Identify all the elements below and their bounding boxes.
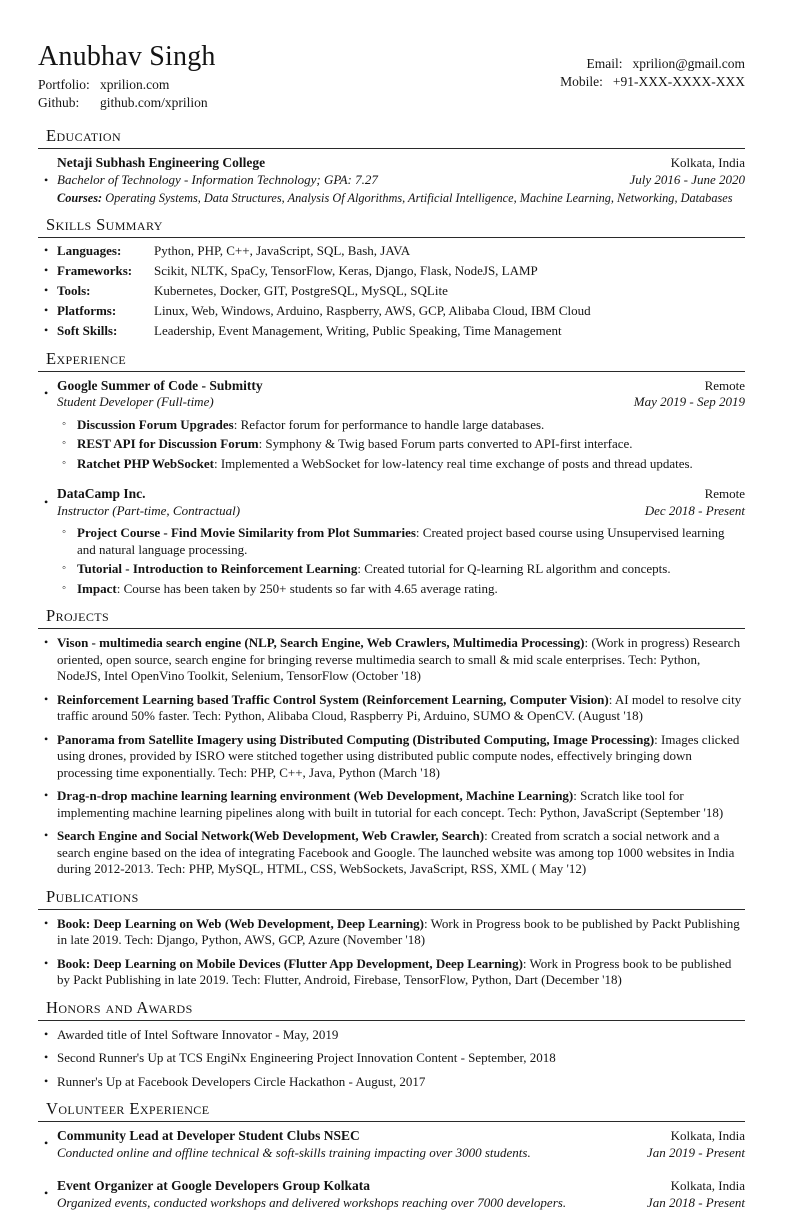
publication-desc: : Work in Progress book to be published by Packt Publishing in late 2019. Tech: Django, Python, AWS, GCP, Azure (November '18)	[57, 915, 740, 948]
volunteer-entry	[38, 1127, 745, 1161]
header	[38, 42, 745, 112]
circle-bullet-icon: ◦	[62, 417, 67, 430]
experience-bullet	[38, 581, 745, 598]
company-location: Remote	[704, 377, 745, 393]
bullet-desc: : Created tutorial for Q-learning RL algorithm and concepts.	[357, 561, 671, 577]
mobile-line	[560, 73, 745, 91]
mobile-label: Mobile:	[560, 73, 603, 89]
skill-value: Leadership, Event Management, Writing, Public Speaking, Time Management	[154, 323, 562, 339]
project-item	[38, 635, 745, 685]
section-publications	[38, 887, 745, 989]
skill-row-tools	[38, 283, 745, 300]
skill-label: Soft Skills:	[57, 323, 118, 339]
section-heading-publications	[38, 887, 745, 910]
project-desc: : Images clicked using drones, provided by ISRO were stitched together using distributed public compute nodes, effectively bringing down processing time exponentially. Tech: PHP, C++, Java, Python (March '18)	[57, 731, 740, 780]
honor-item	[38, 1050, 745, 1067]
bullet-icon: •	[44, 494, 49, 509]
skill-label: Tools:	[57, 283, 91, 299]
bullet-title: Impact	[77, 580, 117, 596]
experience-bullet	[38, 456, 745, 473]
volunteer-desc: Organized events, conducted workshops and delivered workshops reaching over 7000 developers.	[57, 1194, 567, 1210]
role-title: Instructor (Part-time, Contractual)	[57, 502, 241, 518]
bullet-desc: : Symphony & Twig based Forum parts converted to API-first interface.	[258, 436, 633, 452]
education-dates: July 2016 - June 2020	[629, 171, 745, 187]
bullet-icon: •	[44, 172, 49, 187]
section-skills	[38, 215, 745, 339]
school-name: Netaji Subhash Engineering College	[57, 155, 266, 171]
bullet-icon: •	[44, 283, 49, 298]
bullet-title: Project Course - Find Movie Similarity from Plot Summaries	[77, 525, 416, 541]
company-location: Remote	[704, 486, 745, 502]
section-education	[38, 126, 745, 206]
name: Anubhav Singh	[38, 41, 216, 72]
project-desc: : Scratch like tool for implementing machine learning pipelines along with built in tutorial for each concept. Tech: Python, JavaScript (September '18)	[57, 788, 724, 820]
company-name: Google Summer of Code - Submitty	[57, 377, 263, 393]
project-item	[38, 732, 745, 782]
portfolio-line	[38, 76, 216, 94]
skill-label: Platforms:	[57, 303, 117, 319]
circle-bullet-icon: ◦	[62, 526, 67, 539]
publication-title: Book: Deep Learning on Web (Web Development, Deep Learning)	[57, 915, 425, 931]
role-dates: May 2019 - Sep 2019	[633, 394, 745, 410]
section-experience	[38, 349, 745, 597]
publication-title: Book: Deep Learning on Mobile Devices (Flutter App Development, Deep Learning)	[57, 955, 523, 971]
email-label: Email:	[586, 56, 623, 71]
section-heading-education	[38, 126, 745, 149]
volunteer-dates: Jan 2018 - Present	[646, 1194, 745, 1210]
bullet-icon: •	[44, 915, 49, 930]
project-title: Reinforcement Learning based Traffic Control System (Reinforcement Learning, Computer Vision)	[57, 691, 609, 707]
project-title: Drag-n-drop machine learning learning environment (Web Development, Machine Learning)	[57, 788, 574, 804]
section-volunteer	[38, 1099, 745, 1211]
circle-bullet-icon: ◦	[62, 562, 67, 575]
bullet-icon: •	[44, 243, 49, 258]
bullet-desc: : Refactor forum for performance to handle large databases.	[233, 416, 545, 432]
section-heading-experience	[38, 349, 745, 372]
courses-list: Operating Systems, Data Structures, Analysis Of Algorithms, Artificial Intelligence, Machine Learning, Networking, Databases	[105, 190, 733, 205]
experience-bullet	[38, 436, 745, 453]
volunteer-desc: Conducted online and offline technical & soft-skills training impacting over 3000 students.	[57, 1144, 531, 1160]
experience-entry-gsoc	[38, 377, 745, 411]
section-heading-projects	[38, 606, 745, 629]
volunteer-role: Event Organizer at Google Developers Group Kolkata	[57, 1178, 370, 1194]
project-title: Vison - multimedia search engine (NLP, Search Engine, Web Crawlers, Multimedia Processing)	[57, 635, 585, 651]
section-heading-honors	[38, 998, 745, 1021]
section-title: Projects	[46, 606, 110, 626]
school-location: Kolkata, India	[670, 155, 745, 171]
header-right	[560, 55, 745, 112]
skill-value: Kubernetes, Docker, GIT, PostgreSQL, MySQL, SQLite	[154, 283, 448, 299]
bullet-icon: •	[44, 303, 49, 318]
mobile-value: +91-XXX-XXXX-XXX	[612, 73, 745, 89]
bullet-icon: •	[44, 1026, 49, 1041]
bullet-icon: •	[44, 1073, 49, 1088]
company-name: DataCamp Inc.	[57, 486, 146, 502]
honor-item	[38, 1027, 745, 1044]
github-label: Github:	[38, 95, 80, 111]
project-desc: : AI model to resolve city traffic around 50% faster. Tech: Python, Alibaba Cloud, Raspberry Pi, Arduino, SUMO & OpenCV. (August '18)	[57, 691, 742, 724]
bullet-icon: •	[44, 828, 49, 843]
section-title: Experience	[46, 348, 127, 368]
section-projects	[38, 606, 745, 877]
courses-line	[57, 191, 745, 207]
bullet-icon: •	[44, 1136, 49, 1151]
publication-desc: : Work in Progress book to be published by Packt Publishing in late 2019. Tech: Flutter, Android, Firebase, TensorFlow, Python, Dart (December '18)	[57, 955, 732, 988]
header-left	[38, 42, 216, 112]
project-title: Panorama from Satellite Imagery using Distributed Computing (Distributed Computing, Image Processing)	[57, 731, 655, 747]
bullet-icon: •	[44, 731, 49, 746]
volunteer-role: Community Lead at Developer Student Clubs NSEC	[57, 1128, 360, 1144]
skill-value: Scikit, NLTK, SpaCy, TensorFlow, Keras, Django, Flask, NodeJS, LAMP	[154, 263, 538, 279]
publication-item	[38, 956, 745, 989]
portfolio-label: Portfolio:	[38, 77, 90, 93]
bullet-icon: •	[44, 1186, 49, 1201]
project-item	[38, 788, 745, 821]
volunteer-dates: Jan 2019 - Present	[646, 1144, 745, 1160]
education-entry	[38, 154, 745, 206]
skill-value: Python, PHP, C++, JavaScript, SQL, Bash, JAVA	[154, 243, 411, 259]
volunteer-entry	[38, 1177, 745, 1211]
volunteer-location: Kolkata, India	[670, 1178, 745, 1194]
section-title: Volunteer Experience	[46, 1099, 210, 1119]
email-line	[560, 55, 745, 73]
email-value: xprilion@gmail.com	[632, 56, 745, 71]
section-title: Publications	[46, 886, 139, 906]
skill-row-soft-skills	[38, 323, 745, 340]
bullet-icon: •	[44, 323, 49, 338]
circle-bullet-icon: ◦	[62, 456, 67, 469]
skill-row-platforms	[38, 303, 745, 320]
bullet-desc: : Implemented a WebSocket for low-latency real time exchange of posts and thread updates.	[213, 455, 693, 471]
honor-item	[38, 1074, 745, 1091]
skill-row-languages	[38, 243, 745, 260]
degree: Bachelor of Technology - Information Technology; GPA: 7.27	[57, 171, 378, 187]
bullet-icon: •	[44, 788, 49, 803]
skill-label: Languages:	[57, 243, 122, 259]
bullet-icon: •	[44, 1050, 49, 1065]
section-title: Education	[46, 126, 122, 146]
project-desc: : (Work in progress) Research oriented, open source, search engine for bringing reverse multimedia search to small & mid scale enterprises. Tech: Python, NodeJS, Intel OpenVino Toolkit, Selenium, TensorFlow (October '18)	[57, 635, 741, 684]
project-desc: : Created from scratch a social network and a search engine based on the idea of integrating Facebook and Google. The launched website was among top 1000 websites in India during 2012-2013. Tech: PHP, MySQL, HTML, CSS, WebSockets, JavaScript, RSS, XML ( May '12)	[57, 828, 735, 877]
section-heading-volunteer	[38, 1099, 745, 1122]
bullet-desc: : Course has been taken by 250+ students so far with 4.65 average rating.	[116, 580, 498, 596]
experience-bullet	[38, 417, 745, 434]
experience-bullet	[38, 525, 745, 558]
bullet-icon: •	[44, 635, 49, 650]
honor-text: Second Runner's Up at TCS EngiNx Engineering Project Innovation Content - September, 2018	[57, 1050, 556, 1066]
bullet-desc: : Created project based course using Unsupervised learning and natural language processing.	[77, 525, 725, 557]
bullet-icon: •	[44, 263, 49, 278]
portfolio-value: xprilion.com	[100, 77, 170, 93]
volunteer-location: Kolkata, India	[670, 1128, 745, 1144]
role-title: Student Developer (Full-time)	[57, 394, 214, 410]
project-title: Search Engine and Social Network(Web Development, Web Crawler, Search)	[57, 828, 485, 844]
bullet-title: Ratchet PHP WebSocket	[77, 455, 214, 471]
courses-label: Courses:	[57, 190, 103, 205]
bullet-title: REST API for Discussion Forum	[77, 436, 259, 452]
circle-bullet-icon: ◦	[62, 437, 67, 450]
skill-row-frameworks	[38, 263, 745, 280]
github-value: github.com/xprilion	[100, 95, 208, 111]
role-dates: Dec 2018 - Present	[644, 502, 745, 518]
bullet-icon: •	[44, 386, 49, 401]
circle-bullet-icon: ◦	[62, 581, 67, 594]
education-entry-body	[57, 154, 745, 206]
skill-value: Linux, Web, Windows, Arduino, Raspberry, AWS, GCP, Alibaba Cloud, IBM Cloud	[154, 303, 591, 319]
honor-text: Awarded title of Intel Software Innovator - May, 2019	[57, 1026, 339, 1042]
publication-item	[38, 916, 745, 949]
bullet-icon: •	[44, 691, 49, 706]
skill-label: Frameworks:	[57, 263, 133, 279]
bullet-title: Discussion Forum Upgrades	[77, 416, 234, 432]
bullet-title: Tutorial - Introduction to Reinforcement Learning	[77, 561, 358, 577]
section-title: Skills Summary	[46, 215, 163, 235]
section-honors	[38, 998, 745, 1090]
github-line	[38, 94, 216, 112]
experience-entry-datacamp	[38, 485, 745, 519]
section-title: Honors and Awards	[46, 997, 193, 1017]
section-heading-skills	[38, 215, 745, 238]
project-item	[38, 692, 745, 725]
bullet-icon: •	[44, 955, 49, 970]
experience-bullet	[38, 561, 745, 578]
project-item	[38, 828, 745, 878]
honor-text: Runner's Up at Facebook Developers Circle Hackathon - August, 2017	[57, 1073, 426, 1089]
